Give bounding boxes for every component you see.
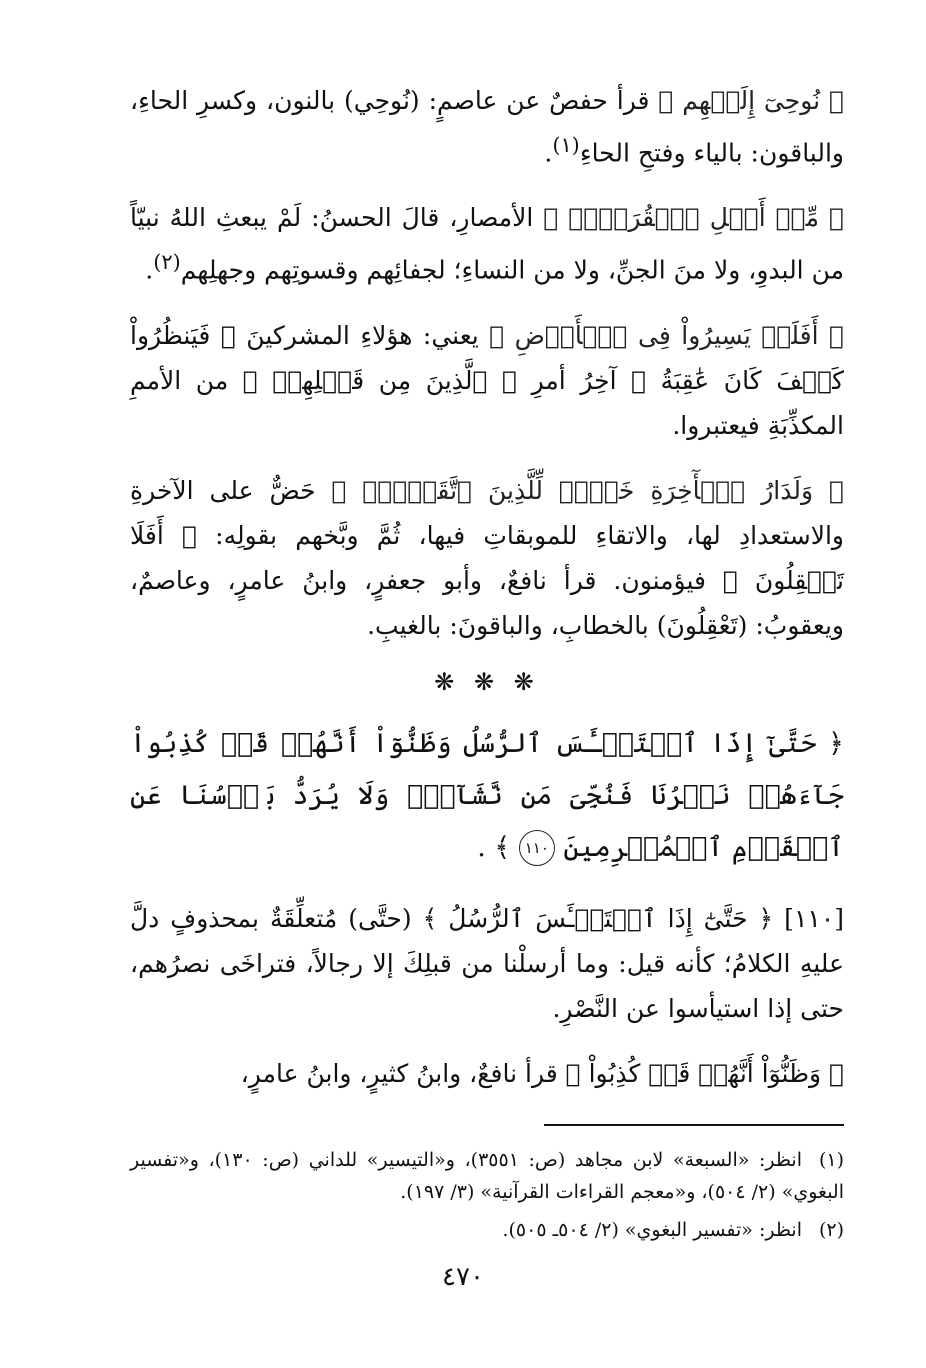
footnote-number: (٢) [818, 1218, 844, 1241]
commentary-paragraph-1 [130, 896, 844, 1031]
quran-quote: ﴿ نُوحِىٓ إِلَيۡهِم ﴾ [658, 86, 844, 115]
paragraph-tail: . [544, 138, 553, 168]
paragraph-4 [130, 468, 844, 648]
paragraph-1 [130, 78, 844, 175]
quran-verse [130, 718, 844, 874]
paragraph-text: يعني: هؤلاءِ المشركينَ ﴿ فَيَنظُرُواْ كَيۡفَ كَانَ عَٰقِبَةُ ﴾ آخِرُ أمرِ ﴿ ٱلَّذِينَ مِن قَبۡلِهِمۡ ﴾ من الأممِ المكذِّبَةِ فيعتبروا. [130, 320, 844, 440]
verse-close: ﴾ . [477, 831, 511, 863]
paragraph-3 [130, 313, 844, 448]
footnote-text: انظر: «تفسير البغوي» (٢/ ٥٠٤ـ ٥٠٥). [502, 1218, 802, 1241]
paragraph-text: قرأ حفصٌ عن عاصمٍ: (نُوحِي) بالنون، وكسرِ الحاءِ، والباقون: بالياء وفتحِ الحاءِ [130, 86, 844, 168]
quran-quote: ﴿ وَلَدَارُ ٱلۡأٓخِرَةِ خَيۡرٞ لِّلَّذِينَ ٱتَّقَوۡاْۚ ﴾ [331, 475, 844, 505]
quran-quote: ﴿ أَفَلَمۡ يَسِيرُواْ فِى ٱلۡأَرۡضِ ﴾ [489, 320, 844, 350]
page-number: ٤٧٠ [442, 1262, 484, 1292]
section-separator: ❋ ❋ ❋ [434, 667, 540, 696]
paragraph-text: حَضٌّ على الآخرةِ والاستعدادِ لها، والاتقاءِ للموبقاتِ فيها، ثُمَّ وبَّخهم بقولِه: ﴿ أَفَلَا تَعۡقِلُونَ ﴾ فيؤمنون. قرأ نافعٌ، وأبو جعفرٍ، وابنُ عامرٍ، وعاصمٌ، ويعقوبُ: (تَعْقِلُونَ) بالخطابِ، والباقونَ: بالغيبِ. [130, 475, 844, 640]
footnote-number: (١) [818, 1148, 845, 1171]
footnote-ref[interactable]: (١) [552, 133, 580, 157]
paragraph-2 [130, 195, 844, 292]
verse-text: ﴿ حَتَّىٰٓ إِذَا ٱسۡتَيۡـَٔسَ ٱلرُّسُلُ وَظَنُّوٓاْ أَنَّهُمۡ قَدۡ كُذِبُواْ جَآءَهُمۡ نَصۡرُنَا فَنُجِّىَ مَن نَّشَآءُۖ وَلَا يُرَدُّ بَأۡسُنَا عَنِ ٱلۡقَوۡمِ ٱلۡمُجۡرِمِينَ [130, 727, 844, 863]
footnote-ref[interactable]: (٢) [153, 250, 181, 275]
paragraph-text: [١١٠] ﴿ حَتَّىٰٓ إِذَا ٱسۡتَيۡـَٔسَ ٱلرُّسُلُ ﴾ (حتَّى) مُتعلِّقَةٌ بمحذوفٍ دلَّ عليهِ الكلامُ؛ كأنه قيل: وما أرسلْنا من قبلِكَ إلا رجالاً، فتراخَى نصرُهم، حتى إذا استيأسوا عن النَّصْرِ. [130, 903, 844, 1023]
paragraph-tail: . [145, 255, 154, 285]
footnote-2 [130, 1214, 844, 1246]
quran-quote: ﴿ مِّنۡ أَهۡلِ ٱلۡقُرَىٰٓۗ ﴾ [543, 203, 844, 233]
footnote-1 [130, 1144, 844, 1208]
footnote-divider [544, 1124, 844, 1126]
footnote-text: انظر: «السبعة» لابن مجاهد (ص: ٣٥٥١)، و«التيسير» للداني (ص: ١٣٠)، و«تفسير البغوي» (٢/ ٥٠٤)، و«معجم القراءات القرآنية» (٣/ ١٩٧). [130, 1148, 844, 1203]
paragraph-text: الأمصارِ، قالَ الحسنُ: لَمْ يبعثِ اللهُ نبيّاً من البدوِ، ولا منَ الجنِّ، ولا من النساءِ؛ لجفائِهم وقسوتِهم وجهلِهم [130, 203, 844, 285]
commentary-paragraph-2 [130, 1051, 844, 1096]
ayah-number-marker: ١١٠ [519, 830, 555, 866]
paragraph-text: ﴿ وَظَنُّوٓاْ أَنَّهُمۡ قَدۡ كُذِبُواْ ﴾ قرأ نافعٌ، وابنُ كثيرٍ، وابنُ عامرٍ، [240, 1058, 844, 1088]
